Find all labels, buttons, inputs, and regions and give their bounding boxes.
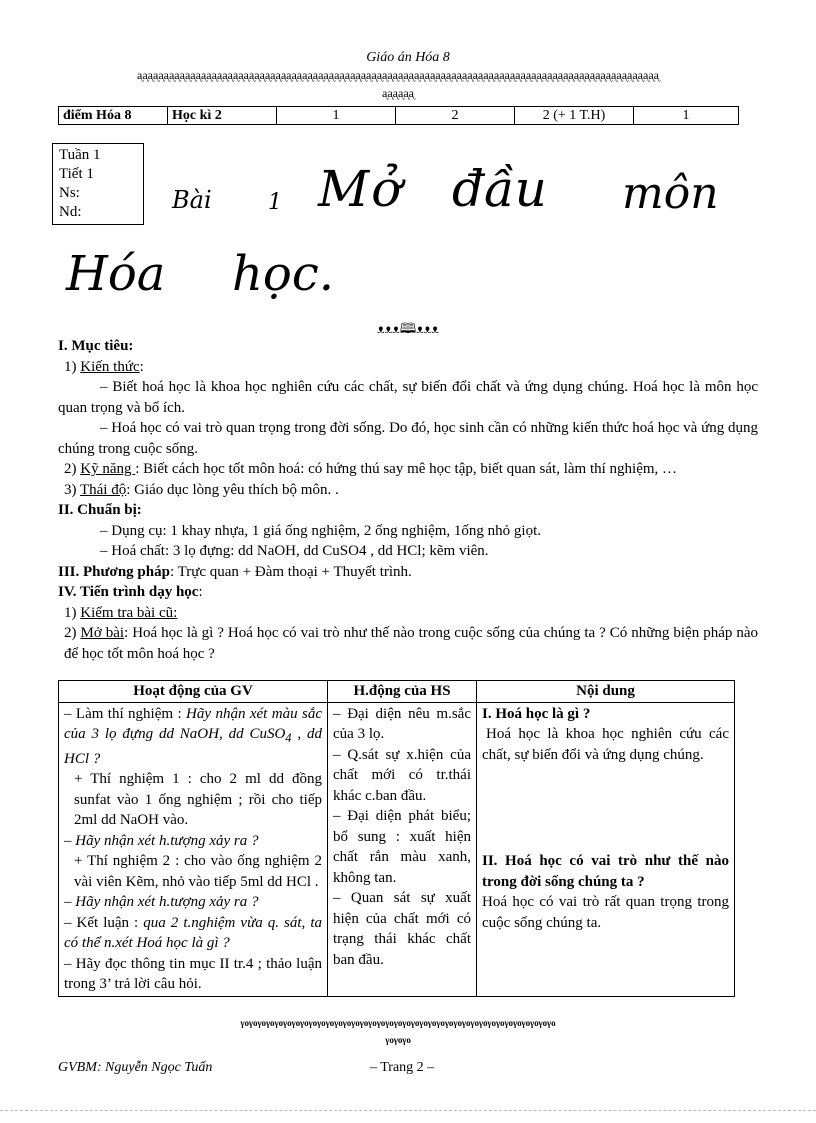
method-line xyxy=(58,562,758,583)
content-cell xyxy=(477,702,735,996)
gv-step: + Thí nghiệm 1 : cho 2 ml dd đồng sunfat vào 1 ống nghiệm ; rồi cho tiếp 2ml dd NaOH vào. xyxy=(74,771,322,828)
page-header-title: Giáo án Hóa 8 xyxy=(366,50,450,65)
attitude-text: : Giáo dục lòng yêu thích bộ môn. . xyxy=(126,481,339,498)
section-preparation-title: II. Chuẩn bị: xyxy=(58,502,142,518)
table-cell: điểm Hóa 8 xyxy=(59,107,168,125)
gv-text: Hãy nhận xét màu sắc của 3 lọ đựng dd NaOH, dd CuSO xyxy=(64,705,322,742)
knowledge-label: Kiến thức xyxy=(80,358,140,375)
section-method-title: III. Phương pháp xyxy=(58,563,170,580)
method-text: : Trực quan + Đàm thoại + Thuyết trình. xyxy=(169,563,412,580)
prep-equipment: – Dụng cụ: 1 khay nhựa, 1 giá ống nghiệm, 2 ống nghiệm, 1ống nhỏ giọt. xyxy=(100,522,541,539)
footer-ornament-line-2: ᵞᵒᵞᵒᵞᵒ xyxy=(385,1035,411,1051)
header-ornament: ᶏᶏᶏᶏᶏᶏᶏᶏᶏᶏᶏᶏᶏᶏᶏᶏᶏᶏᶏᶏᶏᶏᶏᶏᶏᶏᶏᶏᶏᶏᶏᶏᶏᶏᶏᶏᶏᶏᶏᶏᶏᶏᶏᶏᶏᶏᶏᶏᶏᶏᶏᶏᶏᶏᶏᶏᶏᶏᶏᶏᶏᶏᶏᶏᶏᶏᶏᶏᶏᶏᶏᶏᶏᶏᶏᶏᶏᶏᶏᶏᶏᶏᶏᶏᶏᶏᶏᶏᶏᶏᶏᶏᶏᶏᶏᶏᶏᶏ xyxy=(137,68,659,82)
prep-date-label: Ns: xyxy=(59,185,80,201)
lesson-title-word-4: Hóa xyxy=(66,246,166,302)
activity-table xyxy=(58,680,735,997)
gv-step: – Hãy nhận xét h.tượng xảy ra ? xyxy=(64,832,259,849)
review-label: Kiểm tra bài cũ: xyxy=(80,604,178,621)
table-cell: Học kì 2 xyxy=(168,107,277,125)
lesson-info-box xyxy=(52,143,144,225)
section-divider: ᴥᴥᴥ🕮ᴥᴥᴥ xyxy=(377,322,439,337)
hs-step: – Đại diện nêu m.sắc của 3 lọ. xyxy=(333,705,471,742)
header-ornament-2: ᶏᶏᶏᶏᶏᶏ xyxy=(382,86,414,100)
skills-label: Kỹ năng xyxy=(80,461,136,477)
table-cell: 2 (+ 1 T.H) xyxy=(515,107,634,125)
gv-step xyxy=(64,704,322,770)
lesson-title-word-5: học. xyxy=(232,246,334,302)
gv-step: – Hãy đọc thông tin mục II tr.4 ; thảo luận trong 3’ trả lời câu hỏi. xyxy=(64,955,322,992)
lesson-title-word-2: đầu xyxy=(452,160,547,218)
item-number: 1) xyxy=(64,604,81,621)
knowledge-heading xyxy=(58,357,758,378)
content-paragraph-1: Hoá học là khoa học nghiên cứu các chất, sự biến đổi và ứng dụng chúng. xyxy=(482,726,729,763)
item-number: 3) xyxy=(64,481,80,498)
intro-text: : Hoá học là gì ? Hoá học có vai trò như thế nào trong cuộc sống của chúng ta ? Có những biện pháp nào để học tốt môn hoá học ? xyxy=(64,625,758,662)
item-number: 1) xyxy=(64,358,81,375)
table-cell: 1 xyxy=(634,107,739,125)
gv-step: – Hãy nhận xét h.tượng xảy ra ? xyxy=(64,894,259,910)
page-bottom-rule xyxy=(0,1110,816,1111)
lesson-word-bai: Bài xyxy=(172,186,212,214)
prep-chemicals: – Hoá chất: 3 lọ đựng: dd NaOH, dd CuSO4 , dd HCl; kẽm viên. xyxy=(100,543,489,559)
attitude-item xyxy=(58,480,758,501)
gv-step: + Thí nghiệm 2 : cho vào ống nghiệm 2 vài viên Kẽm, nhỏ vào tiếp 5ml dd HCl . xyxy=(74,853,322,890)
item-number: 2) xyxy=(64,625,81,641)
content-heading-2: II. Hoá học có vai trò như thế nào trong đời sống chúng ta ? xyxy=(482,853,729,890)
intro-item xyxy=(58,623,758,664)
gv-step xyxy=(64,913,322,954)
column-header: Hoạt động của GV xyxy=(59,681,328,703)
lesson-title-word-3: môn xyxy=(622,168,719,219)
teach-date-label: Nd: xyxy=(59,204,82,220)
table-cell: 1 xyxy=(277,107,396,125)
section-process-title: IV. Tiến trình dạy học xyxy=(58,584,199,600)
spacer xyxy=(482,765,729,851)
gv-text: qua 2 t.nghiệm vừa q. sát, ta có thể n.xét Hoá học là gì ? xyxy=(64,914,323,951)
footer-page-number: – Trang 2 – xyxy=(370,1060,435,1075)
hs-step: – Q.sát sự x.hiện của chất mới có tr.thái khác c.ban đầu. xyxy=(333,746,471,804)
footer-author: GVBM: Nguyễn Ngọc Tuấn xyxy=(58,1060,213,1075)
skills-text: : Biết cách học tốt môn hoá: có hứng thú say mê học tập, biết quan sát, làm thí nghiệm, … xyxy=(135,461,678,477)
lesson-title-word-1: Mở xyxy=(318,160,404,218)
teacher-activity-cell xyxy=(59,702,328,996)
footer-ornament xyxy=(58,1018,738,1052)
period-label: Tiết 1 xyxy=(59,166,94,182)
intro-label: Mở bài xyxy=(80,625,125,641)
colon: : xyxy=(198,584,203,600)
column-header: Nội dung xyxy=(477,681,735,703)
lesson-number: 1 xyxy=(268,190,282,215)
gv-text: , dd HCl ? xyxy=(64,726,322,767)
item-number: 2) xyxy=(64,461,81,477)
student-activity-cell xyxy=(328,702,477,996)
column-header: H.động của HS xyxy=(328,681,477,703)
knowledge-item-1: – Biết hoá học là khoa học nghiên cứu các chất, sự biến đổi chất và ứng dụng chúng. Hoá học là môn học quan trọng và bổ ích. xyxy=(58,379,758,416)
knowledge-item-2: – Hoá học có vai trò quan trọng trong đời sống. Do đó, học sinh cần có những kiến thức hoá học và ứng dụng chúng trong cuộc sống. xyxy=(58,420,758,457)
skills-item xyxy=(58,459,758,480)
lesson-body xyxy=(58,336,758,664)
colon: : xyxy=(139,358,144,375)
hs-step: – Đại diện phát biểu; bổ sung : xuất hiện chất rắn màu xanh, không tan. xyxy=(333,808,471,886)
content-heading-1: I. Hoá học là gì ? xyxy=(482,705,591,722)
week-label: Tuần 1 xyxy=(59,147,101,163)
subscript: 4 xyxy=(285,731,292,745)
attitude-label: Thái độ xyxy=(79,481,127,498)
table-cell: 2 xyxy=(396,107,515,125)
process-line xyxy=(58,582,758,603)
gv-text: – Làm thí nghiệm : xyxy=(64,705,187,722)
hs-step: – Quan sát sự xuất hiện của chất mới có trạng thái khác chất ban đầu. xyxy=(333,890,471,968)
curriculum-table xyxy=(58,106,739,125)
content-paragraph-2: Hoá học có vai trò rất quan trọng trong cuộc sống chúng ta. xyxy=(482,894,729,931)
section-objectives-title: I. Mục tiêu: xyxy=(58,338,134,354)
review-item xyxy=(58,603,758,624)
gv-text: – Kết luận : xyxy=(64,914,144,931)
footer-ornament-line-1: ᵞᵒᵞᵒᵞᵒᵞᵒᵞᵒᵞᵒᵞᵒᵞᵒᵞᵒᵞᵒᵞᵒᵞᵒᵞᵒᵞᵒᵞᵒᵞᵒᵞᵒᵞᵒᵞᵒᵞᵒᵞᵒᵞᵒᵞᵒᵞᵒᵞᵒᵞᵒᵞᵒᵞᵒᵞᵒᵞᵒᵞᵒᵞᵒᵞᵒᵞᵒᵞᵒᵞᵒᵞᵒ xyxy=(240,1018,556,1034)
